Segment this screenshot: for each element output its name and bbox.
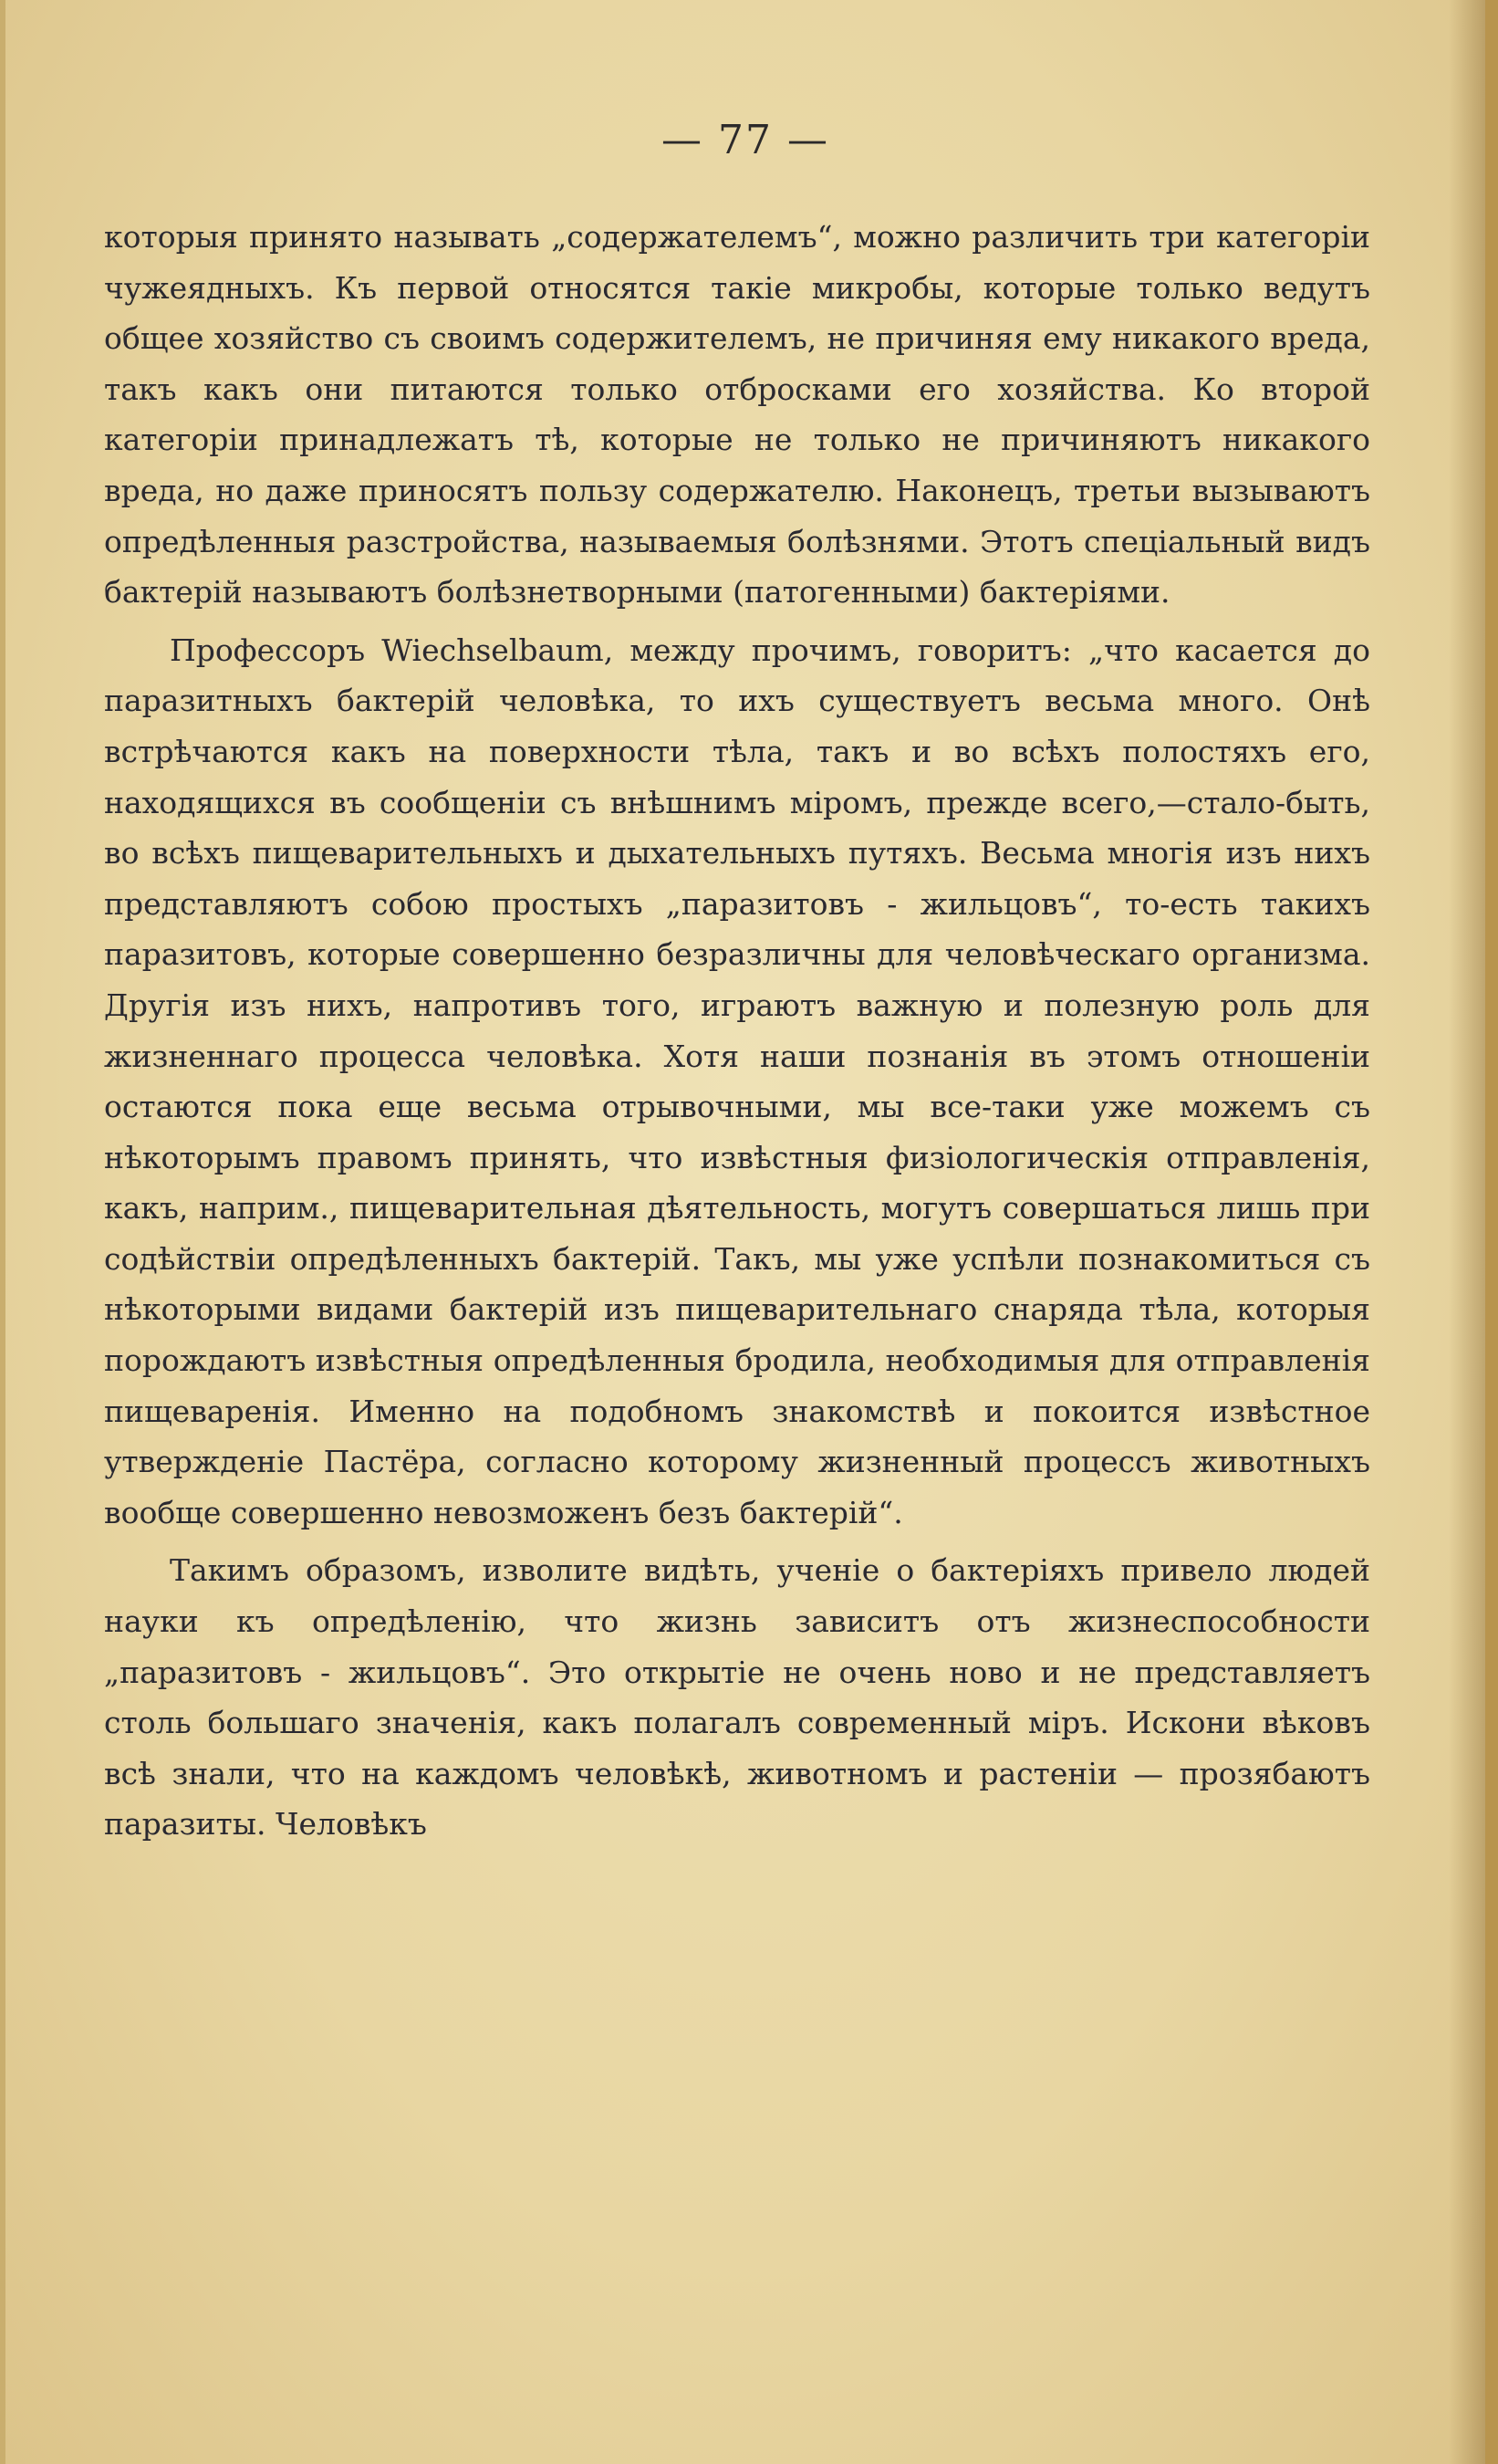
page-number: — 77 — (661, 117, 829, 163)
paragraph-1: которыя принято называть „содержателемъ“, можно различить три категоріи чужеядныхъ. Къ первой относятся такіе микробы, которые только ведутъ общее хозяйство съ своимъ содержителемъ, не причиняя ему никакого вреда, такъ какъ они питаются только отбросками его хозяйства. Ко второй категоріи принадлежатъ тѣ, которые не только не причиняютъ никакого вреда, но даже приносятъ пользу содержателю. Наконецъ, третьи вызываютъ опредѣленныя разстройства, называемыя болѣзнями. Этотъ спеціальный видъ бактерій называютъ болѣзнетворными (патогенными) бактеріями. (104, 219, 1370, 611)
body-text (104, 212, 1370, 1850)
page-edge-shadow (1449, 0, 1485, 2464)
paragraph-2: Профессоръ Wiechselbaum, между прочимъ, говоритъ: „что касается до паразитныхъ бактерій человѣка, то ихъ существуетъ весьма много. Онѣ встрѣчаются какъ на поверхности тѣла, такъ и во всѣхъ полостяхъ его, находящихся въ сообщеніи съ внѣшнимъ міромъ, прежде всего,—стало-быть, во всѣхъ пищеварительныхъ и дыхательныхъ путяхъ. Весьма многія изъ нихъ представляютъ собою простыхъ „паразитовъ - жильцовъ“, то-есть такихъ паразитовъ, которые совершенно безразличны для человѣческаго организма. Другія изъ нихъ, напротивъ того, играютъ важную и полезную роль для жизненнаго процесса человѣка. Хотя наши познанія въ этомъ отношеніи остаются пока еще весьма отрывочными, мы все-таки уже можемъ съ нѣкоторымъ правомъ принять, что извѣстныя физіологическія отправленія, какъ, наприм., пищеварительная дѣятельность, могутъ совершаться лишь при содѣйствіи опредѣленныхъ бактерій. Такъ, мы уже успѣли познакомиться съ нѣкоторыми видами бактерій изъ пищеварительнаго снаряда тѣла, которыя порождаютъ извѣстныя опредѣленныя бродила, необходимыя для отправленія пищеваренія. Именно на подобномъ знакомствѣ и покоится извѣстное утвержденіе Пастёра, согласно которому жизненный процессъ животныхъ вообще совершенно невозможенъ безъ бактерій“. (104, 632, 1370, 1530)
paragraph-3: Такимъ образомъ, изволите видѣть, ученіе о бактеріяхъ привело людей науки къ опредѣленію, что жизнь зависитъ отъ жизнеспособности „паразитовъ - жильцовъ“. Это открытіе не очень ново и не представляетъ столь большаго значенія, какъ полагалъ современный міръ. Искони вѣковъ всѣ знали, что на каждомъ человѣкѣ, животномъ и растеніи — прозябаютъ паразиты. Человѣкъ (104, 1552, 1370, 1843)
